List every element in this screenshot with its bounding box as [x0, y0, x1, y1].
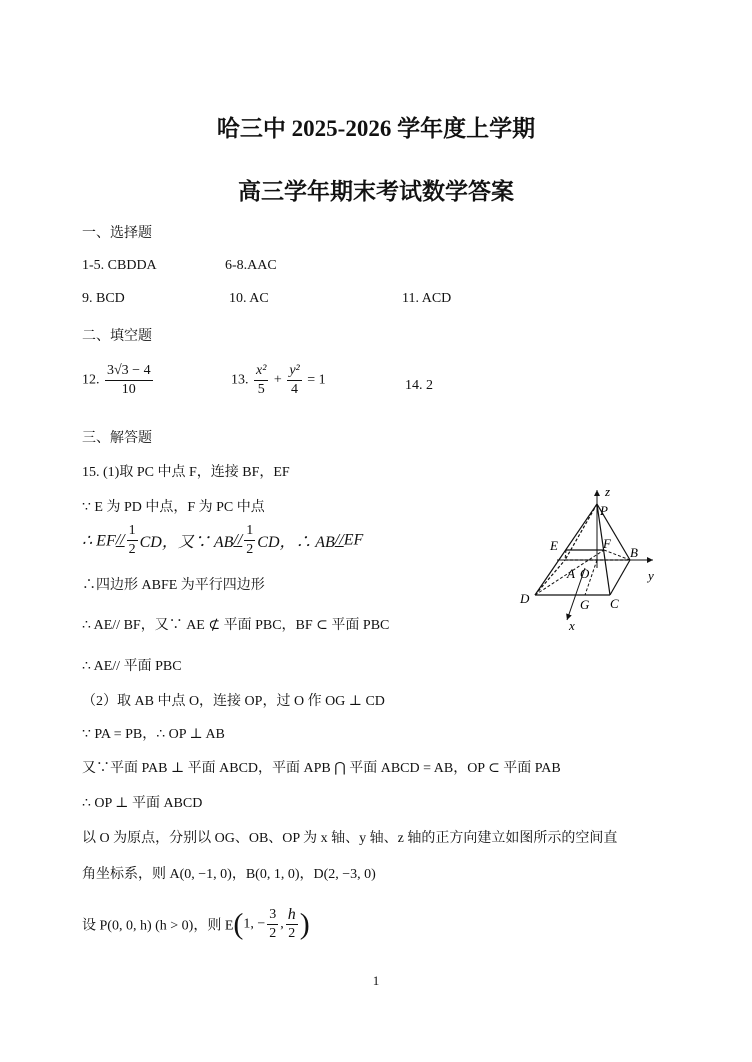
answer-13 [231, 362, 326, 399]
line3-half-1-den: 2 [128, 542, 136, 557]
line13-frac1-den: 2 [269, 926, 277, 941]
line3-parallel-eq-3: // [334, 531, 344, 549]
edge-cb [610, 560, 630, 595]
answers-11: 11. ACD [402, 291, 452, 306]
label-f: F [603, 536, 611, 551]
solution-line-13 [82, 906, 310, 943]
answer-13-rhs: = 1 [307, 372, 326, 388]
solution-line-3 [82, 522, 363, 559]
solution-line-7: （2）取 AB 中点 O，连接 OP，过 O 作 OG ⊥ CD [82, 694, 385, 709]
section-solve-heading: 三、解答题 [82, 431, 152, 446]
line13-frac1-num: 3 [267, 906, 278, 925]
label-c: C [610, 596, 619, 611]
answer-13-x-num: x² [254, 362, 268, 381]
line13-close-paren: ) [299, 907, 310, 941]
answer-12-denominator: 10 [121, 382, 136, 397]
solution-line-6: ∴ AE// 平面 PBC [82, 659, 182, 674]
solution-line-10: ∴ OP ⊥ 平面 ABCD [82, 796, 203, 811]
line13-frac2-num: h [287, 906, 296, 923]
page-number: 1 [372, 973, 380, 988]
label-z: z [605, 484, 611, 499]
solution-line-8: ∵ PA = PB，∴ OP ⊥ AB [82, 727, 225, 742]
edge-da [535, 560, 565, 595]
answers-10: 10. AC [229, 291, 269, 306]
solution-line-11: 以 O 为原点，分别以 OG、OB、OP 为 x 轴、y 轴、z 轴的正方向建立如图所示的空间直 [82, 831, 618, 846]
label-d: D [520, 591, 530, 606]
solution-line-2: ∵ E 为 PD 中点，F 为 PC 中点 [82, 500, 265, 515]
section-choice-heading: 一、选择题 [82, 226, 152, 241]
answer-13-plus: + [273, 372, 282, 388]
line3-ef: ∴ EF [82, 532, 116, 550]
label-e: E [550, 538, 558, 553]
answer-13-label: 13. [231, 372, 249, 388]
line3-half-1-num: 1 [127, 522, 138, 541]
answer-12 [82, 362, 155, 399]
line3-half-2 [244, 522, 255, 559]
line13-comma: , [280, 916, 284, 932]
title-school-term: 哈三中 2025-2026 学年度上学期 [216, 116, 536, 141]
answer-13-y-term [287, 362, 301, 399]
line3-cd-ab-2: CD，∴ AB [257, 534, 335, 551]
answer-12-label: 12. [82, 372, 100, 388]
line13-frac-3-2 [267, 906, 278, 943]
line3-cd-ab: CD，又∵ AB [139, 534, 234, 551]
label-b: B [630, 545, 638, 560]
label-g: G [580, 597, 590, 612]
line13-frac-h-2 [286, 906, 298, 943]
line13-open-paren: ( [233, 907, 244, 941]
line3-ef-end: EF [343, 531, 364, 549]
answer-12-fraction [105, 362, 153, 399]
answer-13-x-term [254, 362, 268, 399]
solution-line-1: 15. (1)取 PC 中点 F，连接 BF，EF [82, 465, 290, 480]
line3-parallel-eq-1: // [115, 531, 125, 549]
label-a: A [567, 566, 575, 581]
edge-pa [565, 504, 597, 560]
answers-1-5: 1-5. CBDDA [82, 258, 157, 273]
segment-fb [604, 550, 630, 560]
section-fill-heading: 二、填空题 [82, 329, 152, 344]
label-y: y [648, 568, 654, 583]
answers-9: 9. BCD [82, 291, 125, 306]
label-p: P [600, 503, 608, 518]
answer-13-y-num: y² [287, 362, 301, 381]
answers-6-8: 6-8.AAC [225, 258, 277, 273]
line3-parallel-eq-2: // [233, 531, 243, 549]
title-exam: 高三学年期末考试数学答案 [238, 179, 514, 204]
answer-14: 14. 2 [405, 378, 433, 393]
solution-line-12: 角坐标系，则 A(0, −1, 0)，B(0, 1, 0)，D(2, −3, 0) [82, 867, 376, 882]
line13-frac2-den: 2 [288, 926, 296, 941]
line3-half-2-num: 1 [244, 522, 255, 541]
line13-set-p: 设 P(0, 0, h) (h > 0)，则 E [82, 918, 234, 934]
line13-one: 1, − [243, 916, 266, 932]
label-x: x [569, 618, 575, 633]
solution-line-5: ∴ AE// BF，又∵ AE ⊄ 平面 PBC，BF ⊂ 平面 PBC [82, 618, 390, 633]
line3-half-2-den: 2 [246, 542, 254, 557]
answer-13-y-den: 4 [291, 382, 299, 397]
line3-half-1 [127, 522, 138, 559]
solution-line-9: 又∵平面 PAB ⊥ 平面 ABCD，平面 APB ⋂ 平面 ABCD = AB，OP ⊂ 平面 PAB [82, 761, 561, 776]
pyramid-figure [505, 482, 675, 637]
label-o: O [580, 566, 590, 581]
answer-12-numerator: 3√3 − 4 [105, 362, 153, 381]
solution-line-4: ∴四边形 ABFE 为平行四边形 [82, 578, 265, 593]
answer-13-x-den: 5 [257, 382, 265, 397]
